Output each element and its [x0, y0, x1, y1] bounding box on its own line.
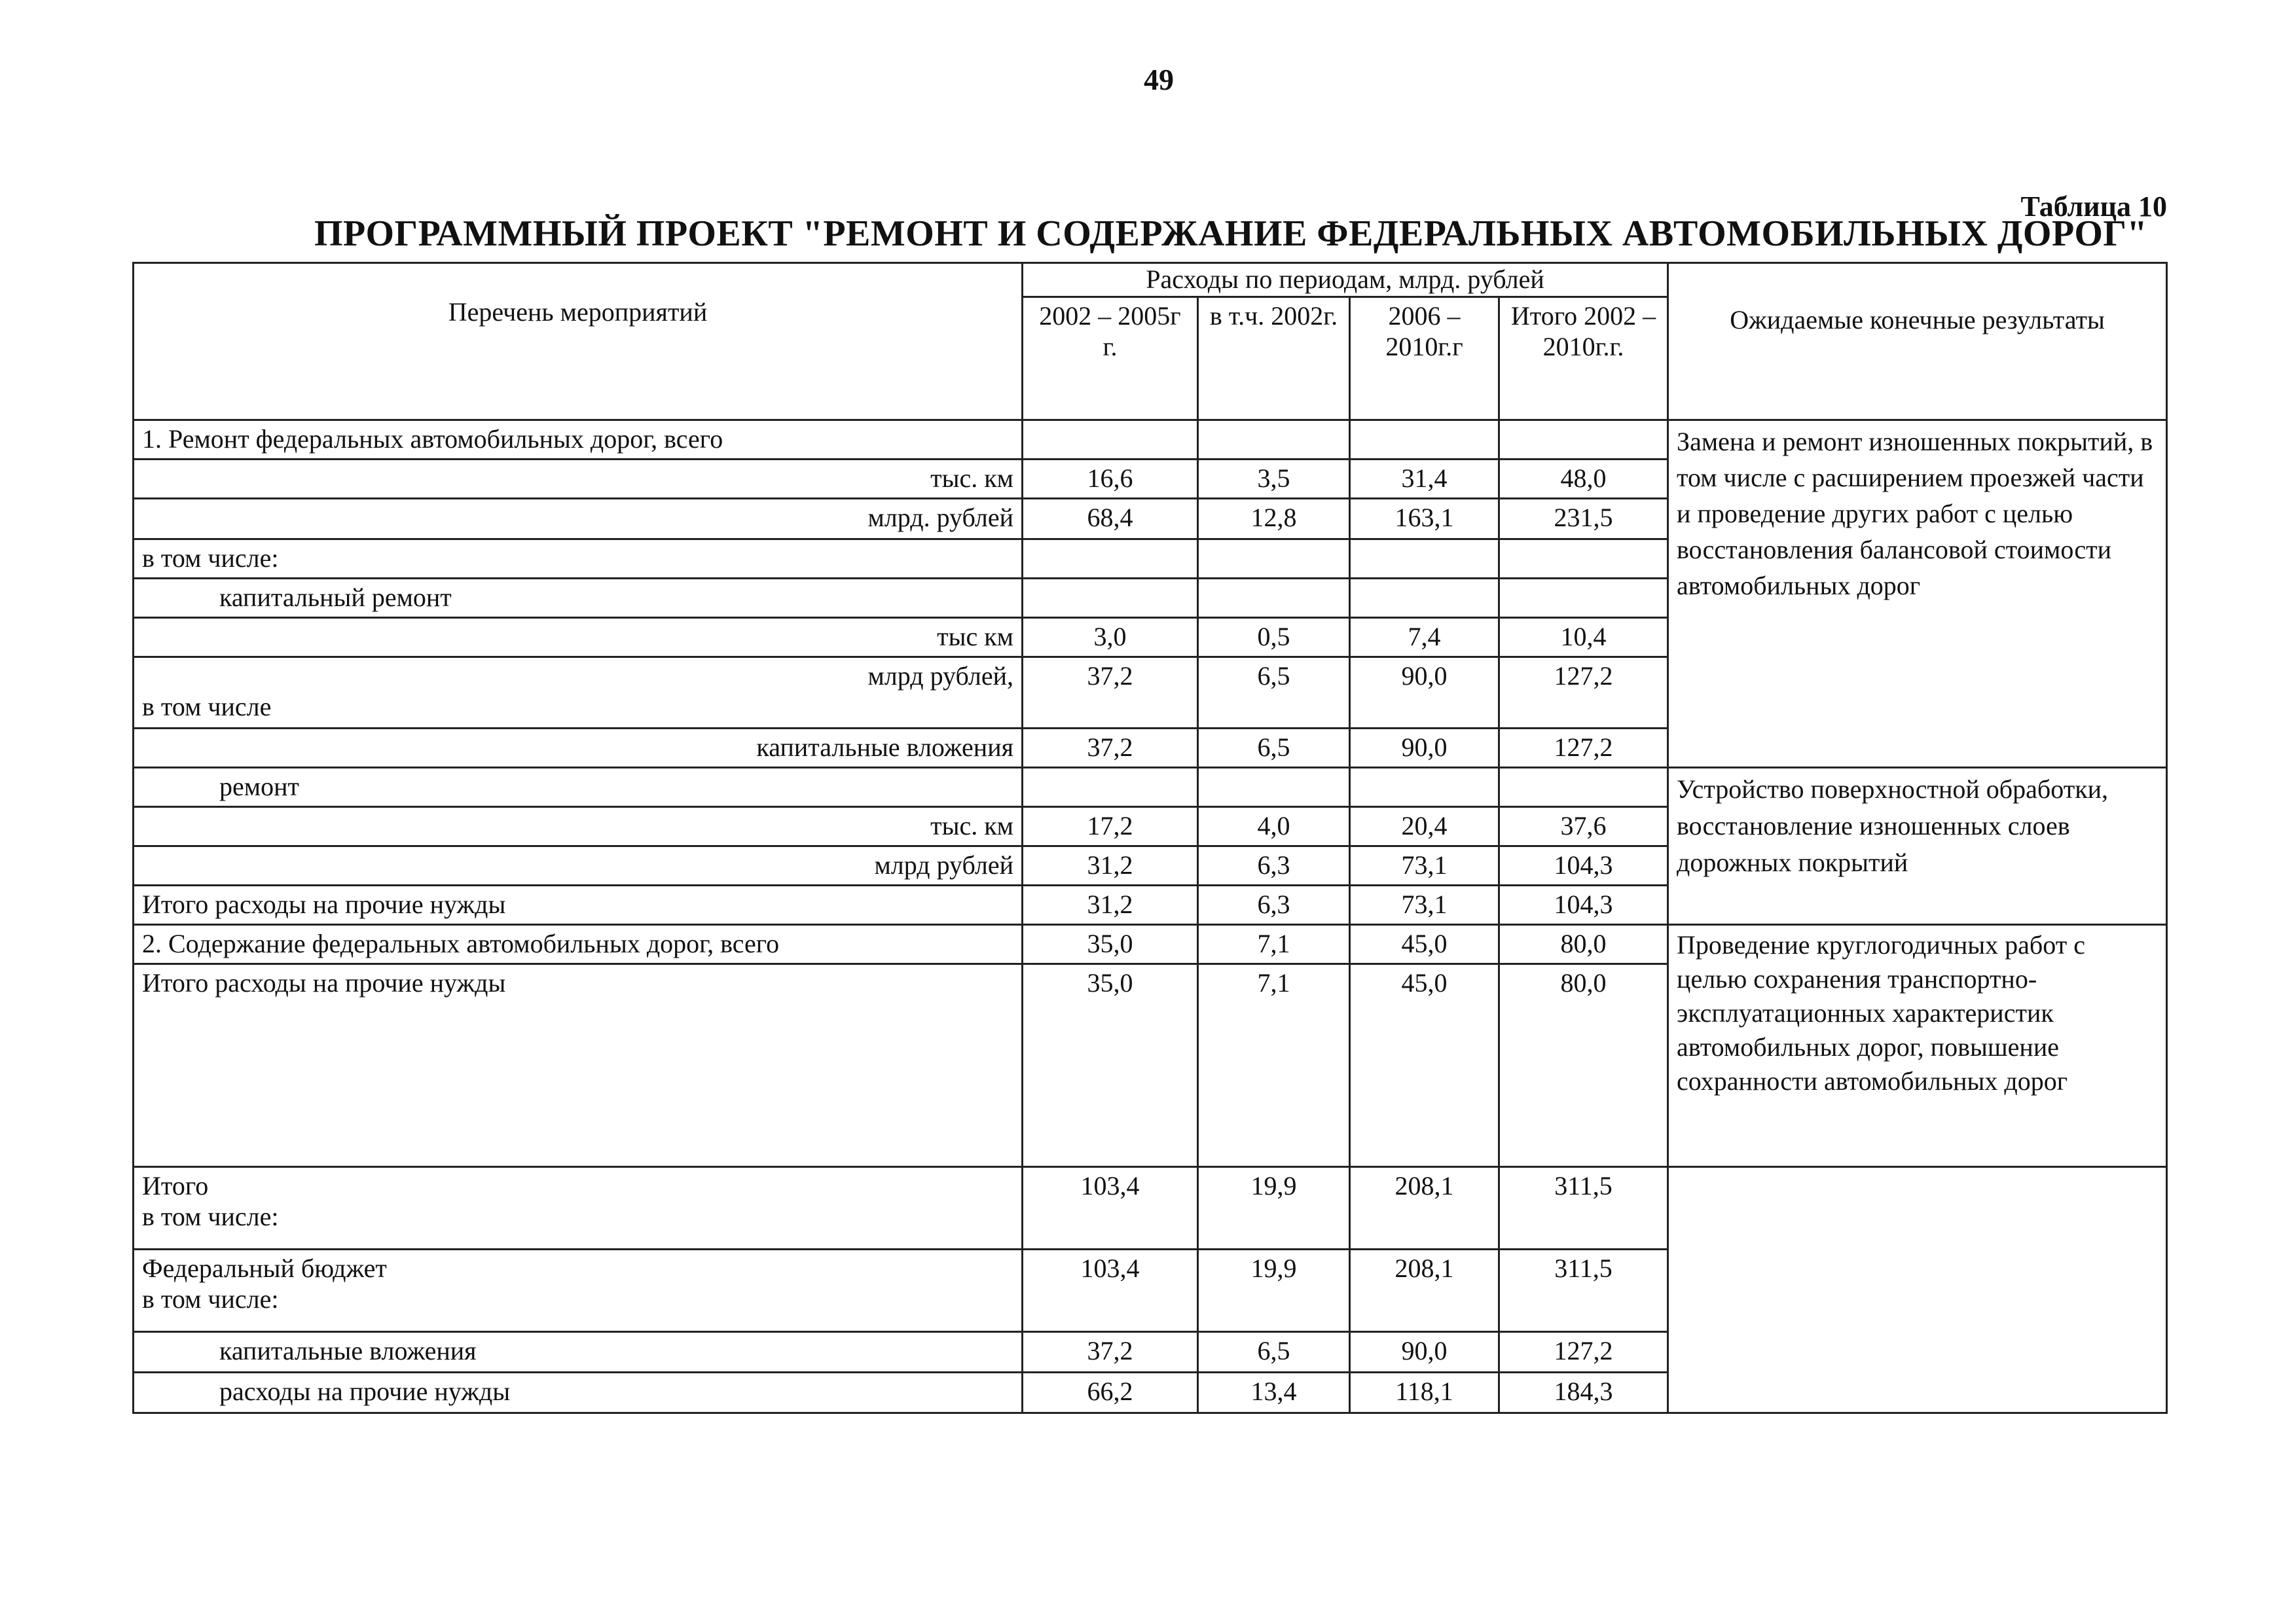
value-cell: 10,4: [1499, 617, 1668, 657]
value-cell: [1198, 767, 1350, 806]
value-cell: 7,4: [1350, 617, 1499, 657]
value-cell: 45,0: [1350, 964, 1499, 1167]
header-expenses-group: Расходы по периодам, млрд. рублей: [1023, 263, 1668, 297]
value-cell: 311,5: [1499, 1167, 1668, 1250]
value-cell: [1023, 420, 1198, 459]
value-cell: [1499, 420, 1668, 459]
value-cell: 127,2: [1499, 657, 1668, 729]
row-label: [134, 767, 1023, 806]
row-label-text: Итого расходы на прочие нужды: [142, 890, 506, 920]
row-label-subtext: в том числе:: [142, 1202, 279, 1232]
value-cell: [1350, 578, 1499, 617]
value-cell: 80,0: [1499, 925, 1668, 964]
value-cell: 7,1: [1198, 925, 1350, 964]
row-label-text: тыс. км: [930, 811, 1013, 841]
row-label-text: расходы на прочие нужды: [219, 1376, 511, 1406]
value-cell: 73,1: [1350, 846, 1499, 886]
row-label: [134, 1332, 1023, 1373]
row-label: [134, 846, 1023, 886]
value-cell: [1023, 539, 1198, 578]
value-cell: 127,2: [1499, 1332, 1668, 1373]
header-results: Ожидаемые конечные результаты: [1668, 263, 2167, 420]
value-cell: 208,1: [1350, 1250, 1499, 1332]
table-row: [134, 420, 2167, 459]
value-cell: 6,5: [1198, 1332, 1350, 1373]
row-label-subtext: в том числе: [142, 692, 272, 722]
value-cell: 103,4: [1023, 1250, 1198, 1332]
row-label: [134, 964, 1023, 1167]
value-cell: 37,2: [1023, 1332, 1198, 1373]
value-cell: 37,2: [1023, 657, 1198, 729]
value-cell: 80,0: [1499, 964, 1668, 1167]
row-label-text: 2. Содержание федеральных автомобильных дорог, всего: [142, 929, 780, 959]
row-label: [134, 617, 1023, 657]
value-cell: [1499, 539, 1668, 578]
row-label: [134, 459, 1023, 498]
header-col-2002-2005: 2002 – 2005г г.: [1023, 297, 1198, 420]
row-label: [134, 728, 1023, 767]
value-cell: 19,9: [1198, 1250, 1350, 1332]
value-cell: 3,0: [1023, 617, 1198, 657]
value-cell: 37,2: [1023, 728, 1198, 767]
value-cell: [1350, 539, 1499, 578]
row-label: [134, 1250, 1023, 1332]
value-cell: 7,1: [1198, 964, 1350, 1167]
row-label: [134, 886, 1023, 925]
value-cell: 73,1: [1350, 886, 1499, 925]
header-col-2006-2010: 2006 – 2010г.г: [1350, 297, 1499, 420]
value-cell: 184,3: [1499, 1372, 1668, 1413]
row-label-text: капитальный ремонт: [219, 582, 452, 612]
row-label-text: капитальные вложения: [219, 1336, 477, 1366]
value-cell: 12,8: [1198, 498, 1350, 539]
value-cell: 16,6: [1023, 459, 1198, 498]
value-cell: 0,5: [1198, 617, 1350, 657]
value-cell: [1499, 767, 1668, 806]
value-cell: 37,6: [1499, 807, 1668, 846]
row-label-text: 1. Ремонт федеральных автомобильных дорог, всего: [142, 424, 723, 454]
value-cell: [1023, 578, 1198, 617]
row-label: [134, 539, 1023, 578]
page-number: 49: [1144, 63, 1174, 96]
value-cell: 6,5: [1198, 728, 1350, 767]
table-row: [134, 925, 2167, 964]
result-surface: Устройство поверхностной обработки, восстановление изношенных слоев дорожных покрытий: [1668, 767, 2167, 924]
value-cell: 3,5: [1198, 459, 1350, 498]
row-label-text: Итого: [142, 1171, 209, 1201]
value-cell: 104,3: [1499, 886, 1668, 925]
row-label-text: ремонт: [219, 771, 299, 801]
row-label-text: тыс км: [937, 621, 1013, 651]
value-cell: 6,3: [1198, 846, 1350, 886]
result-repair: Замена и ремонт изношенных покрытий, в том числе с расширением проезжей части и проведение других работ с целью восстановления балансовой стоимости автомобильных дорог: [1668, 420, 2167, 767]
table-title: ПРОГРАММНЫЙ ПРОЕКТ "РЕМОНТ И СОДЕРЖАНИЕ ФЕДЕРАЛЬНЫХ АВТОМОБИЛЬНЫХ ДОРОГ": [314, 213, 2148, 254]
header-col-2002: в т.ч. 2002г.: [1198, 297, 1350, 420]
row-label: [134, 925, 1023, 964]
value-cell: 31,2: [1023, 846, 1198, 886]
header-measures: Перечень мероприятий: [134, 263, 1023, 420]
result-maintenance: Проведение круглогодичных работ с целью сохранения транспортно-эксплуатационных характеристик автомобильных дорог, повышение сохранности автомобильных дорог: [1668, 925, 2167, 1167]
value-cell: 90,0: [1350, 728, 1499, 767]
value-cell: 4,0: [1198, 807, 1350, 846]
value-cell: 68,4: [1023, 498, 1198, 539]
value-cell: 31,2: [1023, 886, 1198, 925]
table-row: [134, 1167, 2167, 1250]
row-label: [134, 578, 1023, 617]
row-label-text: тыс. км: [930, 463, 1013, 493]
row-label-text: капитальные вложения: [756, 732, 1013, 762]
row-label: [134, 807, 1023, 846]
value-cell: 231,5: [1499, 498, 1668, 539]
row-label: [134, 1167, 1023, 1250]
value-cell: 31,4: [1350, 459, 1499, 498]
value-cell: [1198, 420, 1350, 459]
value-cell: [1350, 420, 1499, 459]
value-cell: 104,3: [1499, 846, 1668, 886]
row-label-text: Итого расходы на прочие нужды: [142, 968, 506, 998]
value-cell: [1350, 767, 1499, 806]
value-cell: [1198, 578, 1350, 617]
value-cell: 127,2: [1499, 728, 1668, 767]
row-label: [134, 657, 1023, 729]
table-row: [134, 767, 2167, 806]
program-table: [132, 262, 2168, 1414]
value-cell: 13,4: [1198, 1372, 1350, 1413]
value-cell: 103,4: [1023, 1167, 1198, 1250]
value-cell: 35,0: [1023, 925, 1198, 964]
row-label-text: в том числе:: [142, 543, 279, 573]
value-cell: 118,1: [1350, 1372, 1499, 1413]
value-cell: 90,0: [1350, 1332, 1499, 1373]
row-label: [134, 1372, 1023, 1413]
row-label: [134, 420, 1023, 459]
table-caption: Таблица 10: [2020, 190, 2167, 223]
row-label-subtext: в том числе:: [142, 1284, 279, 1314]
value-cell: [1499, 578, 1668, 617]
value-cell: 208,1: [1350, 1167, 1499, 1250]
row-label-text: млрд. рублей: [867, 502, 1013, 532]
value-cell: 35,0: [1023, 964, 1198, 1167]
value-cell: [1023, 767, 1198, 806]
header-col-total: Итого 2002 – 2010г.г.: [1499, 297, 1668, 420]
row-label-text: млрд рублей: [874, 850, 1013, 880]
value-cell: 163,1: [1350, 498, 1499, 539]
value-cell: 6,3: [1198, 886, 1350, 925]
value-cell: 19,9: [1198, 1167, 1350, 1250]
value-cell: 66,2: [1023, 1372, 1198, 1413]
value-cell: 17,2: [1023, 807, 1198, 846]
row-label: [134, 498, 1023, 539]
value-cell: 311,5: [1499, 1250, 1668, 1332]
value-cell: 90,0: [1350, 657, 1499, 729]
row-label-text: Федеральный бюджет: [142, 1254, 387, 1284]
value-cell: 48,0: [1499, 459, 1668, 498]
value-cell: 45,0: [1350, 925, 1499, 964]
value-cell: 20,4: [1350, 807, 1499, 846]
value-cell: 6,5: [1198, 657, 1350, 729]
value-cell: [1198, 539, 1350, 578]
row-label-text: млрд рублей,: [867, 661, 1013, 691]
result-empty: [1668, 1167, 2167, 1413]
